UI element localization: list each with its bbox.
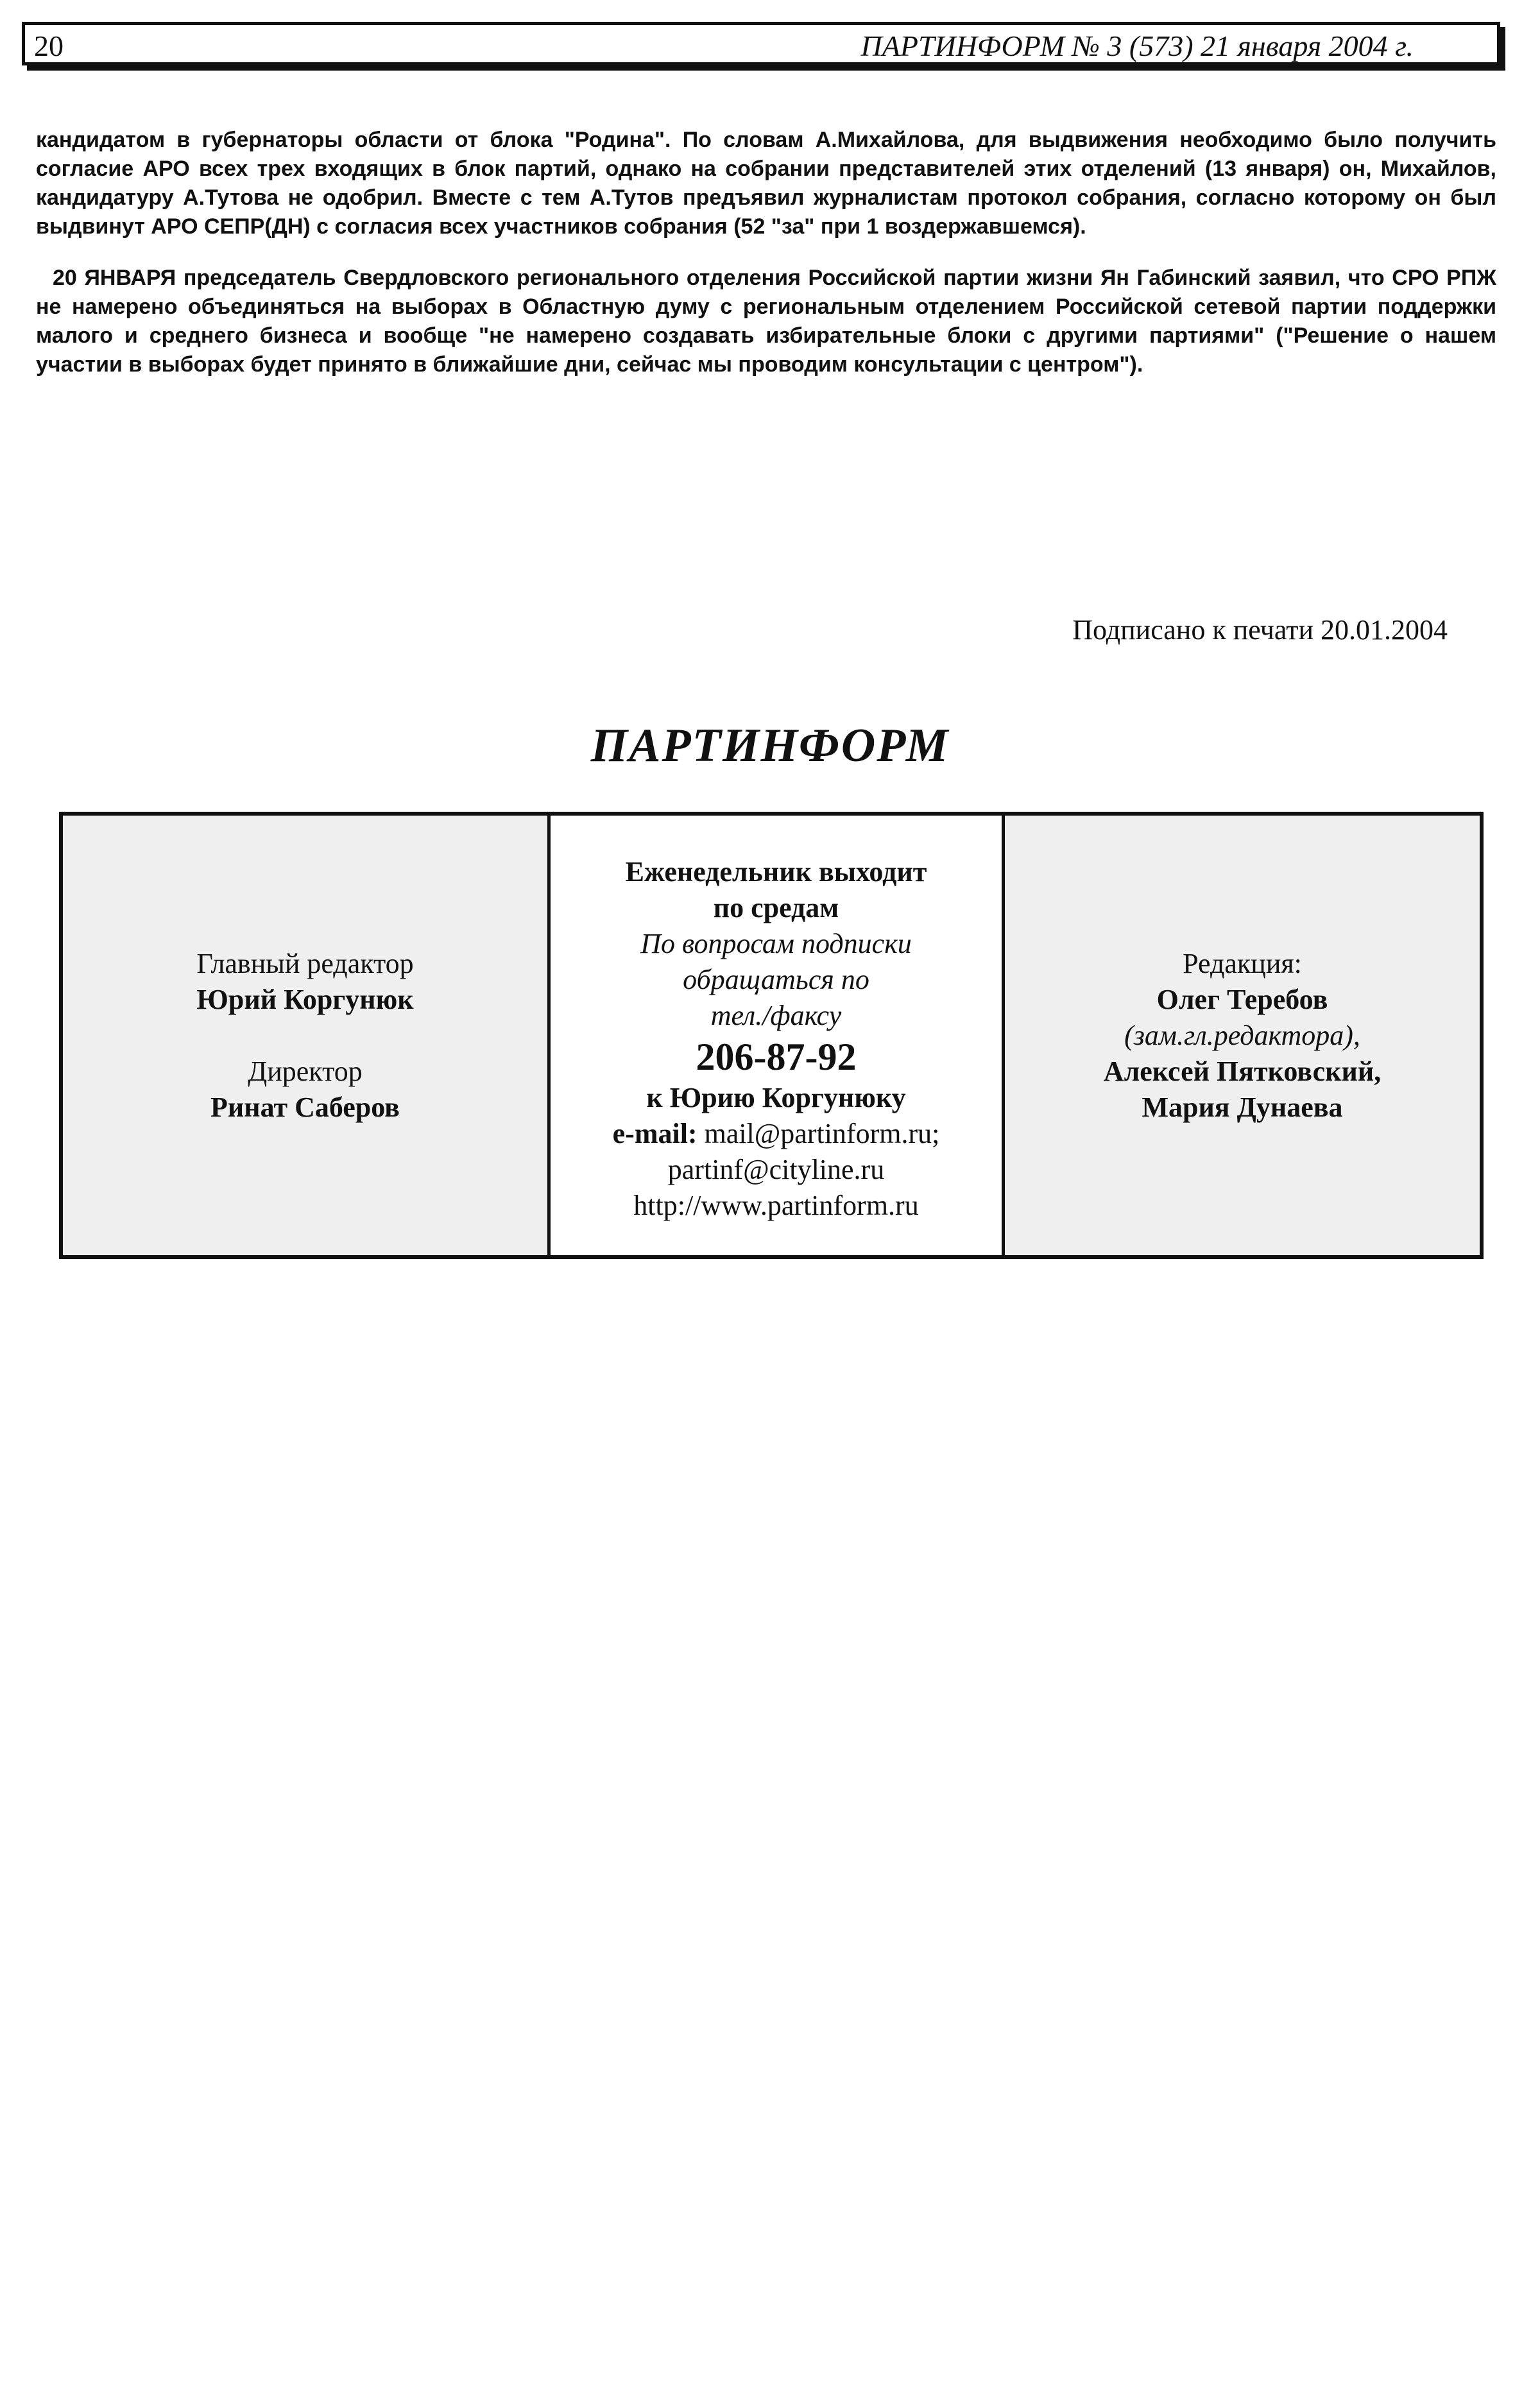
- editorial-member-role: (зам.гл.редактора),: [1124, 1019, 1360, 1051]
- brand-title: ПАРТИНФОРМ: [590, 719, 950, 772]
- article-body: [36, 126, 1496, 379]
- director-name: Ринат Саберов: [210, 1091, 400, 1123]
- page-header: [22, 22, 1500, 65]
- chief-editor-name: Юрий Коргунюк: [196, 983, 414, 1015]
- impressum-box: [59, 812, 1484, 1259]
- director-title: Директор: [248, 1055, 363, 1087]
- phone-number: 206-87-92: [696, 1035, 857, 1078]
- impressum-left: [63, 816, 551, 1255]
- contact-person: к Юрию Коргунюку: [646, 1081, 906, 1113]
- email-link[interactable]: partinf@cityline.ru: [667, 1153, 885, 1185]
- page-number: 20: [34, 30, 64, 62]
- article-paragraph: 20 ЯНВАРЯ председатель Свердловского регионального отделения Российской партии жизни Ян Габинский заявил, что СРО РПЖ не намерено объединяться на выборах в Областную думу с региональным отделением Российской сетевой партии поддержки малого и среднего бизнеса и вообще "не намерено создавать избирательные блоки с другими партиями" ("Решение о нашем участии в выборах будет принято в ближайшие дни, сейчас мы проводим консультации с центром").: [36, 266, 1496, 377]
- website-link[interactable]: http://www.partinform.ru: [633, 1189, 919, 1221]
- weekly-line: Еженедельник выходит: [625, 855, 927, 887]
- subscription-line: По вопросам подписки: [640, 927, 912, 959]
- email-link[interactable]: mail@partinform.ru;: [704, 1117, 940, 1149]
- article-paragraph: кандидатом в губернаторы области от блока "Родина". По словам А.Михайлова, для выдвижения необходимо было получить согласие АРО всех трех входящих в блок партий, однако на собрании представителей этих отделений (13 января) он, Михайлов, кандидатуру А.Тутова не одобрил. Вместе с тем А.Тутов предъявил журналистам протокол собрания, согласно которому он был выдвинут АРО СЕПР(ДН) с согласия всех участников собрания (52 "за" при 1 воздержавшемся).: [36, 128, 1496, 239]
- impressum-right: [1005, 816, 1480, 1255]
- editorial-title: Редакция:: [1183, 947, 1302, 979]
- email-label: e-mail:: [612, 1117, 697, 1149]
- email-line: [551, 1116, 1002, 1152]
- subscription-line: обращаться по: [683, 963, 869, 995]
- editorial-member: Олег Теребов: [1156, 983, 1328, 1015]
- issue-line: ПАРТИНФОРМ № 3 (573) 21 января 2004 г.: [860, 30, 1414, 62]
- chief-editor-title: Главный редактор: [196, 947, 414, 979]
- subscription-line: тел./факсу: [710, 999, 842, 1031]
- editorial-member: Алексей Пятковский,: [1103, 1055, 1382, 1087]
- spacer: [63, 1018, 547, 1054]
- weekly-line: по средам: [713, 891, 839, 923]
- impressum-middle: [551, 816, 1005, 1255]
- editorial-member: Мария Дунаева: [1142, 1091, 1343, 1123]
- signed-to-print: Подписано к печати 20.01.2004: [1072, 614, 1448, 646]
